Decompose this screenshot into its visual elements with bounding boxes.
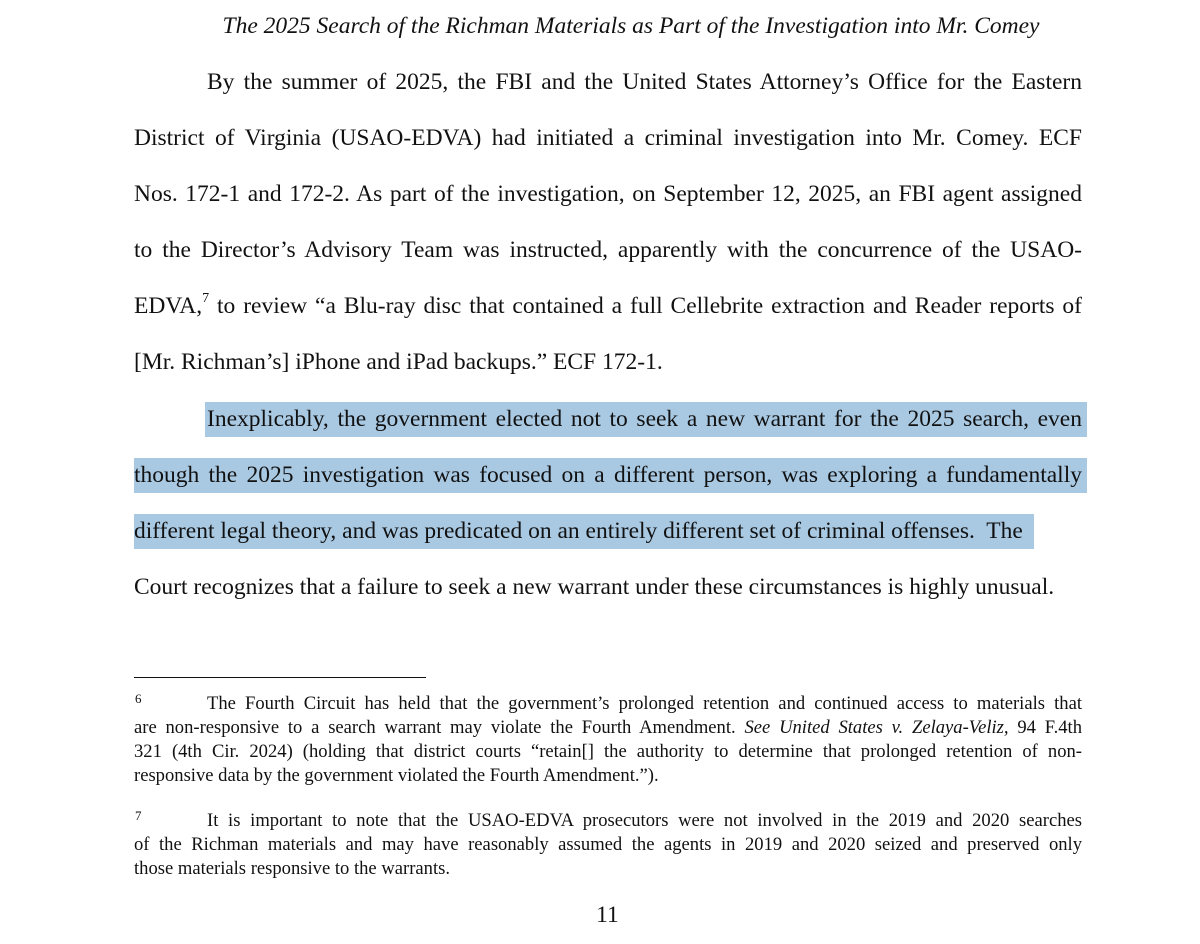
paragraph-2-line-3-tail: The <box>974 518 1023 544</box>
footnote-6-line-3: 321 (4th Cir. 2024) (holding that district courts “retain[] the authority to determine that prolonged retention of non- <box>134 741 1082 762</box>
paragraph-1-line-2: District of Virginia (USAO-EDVA) had initiated a criminal investigation into Mr. Comey. ECF <box>134 125 1082 151</box>
paragraph-2-line-3 <box>134 514 1023 548</box>
section-heading: The 2025 Search of the Richman Materials as Part of the Investigation into Mr. Comey <box>222 13 1040 39</box>
footnote-7-number: 7 <box>135 808 142 823</box>
footnote-7-line-1: It is important to note that the USAO-EDVA prosecutors were not involved in the 2019 and 2020 searches <box>207 810 1082 831</box>
paragraph-2-line-4: Court recognizes that a failure to seek a new warrant under these circumstances is highly unusual. <box>134 574 1055 600</box>
page-number: 11 <box>596 902 619 928</box>
paragraph-1-line-3: Nos. 172-1 and 172-2. As part of the investigation, on September 12, 2025, an FBI agent assigned <box>134 181 1082 207</box>
footnote-6-line-2 <box>134 716 1082 740</box>
paragraph-1-line-5-end: to review “a Blu-ray disc that contained a full Cellebrite extraction and Reader reports of <box>209 293 1082 319</box>
paragraph-1-line-5-start: EDVA, <box>134 293 203 319</box>
footnote-6-line-4: responsive data by the government violated the Fourth Amendment.”). <box>134 765 659 786</box>
paragraph-2-line-1[interactable]: Inexplicably, the government elected not to seek a new warrant for the 2025 search, even <box>207 406 1082 432</box>
footnote-7-line-2: of the Richman materials and may have reasonably assumed the agents in 2019 and 2020 seized and preserved only <box>134 834 1082 855</box>
footnote-6-number: 6 <box>135 691 142 706</box>
case-citation: See United States v. Zelaya-Veliz, <box>744 717 1009 738</box>
footnote-separator <box>134 677 426 678</box>
footnote-6-line-1: The Fourth Circuit has held that the government’s prolonged retention and continued access to materials that <box>207 693 1082 714</box>
paragraph-1-line-4: to the Director’s Advisory Team was instructed, apparently with the concurrence of the USAO- <box>134 237 1082 263</box>
paragraph-1-line-6: [Mr. Richman’s] iPhone and iPad backups.” ECF 172-1. <box>134 349 663 375</box>
footnote-6-line-2-end: 94 F.4th <box>1008 717 1082 738</box>
paragraph-1-line-1: By the summer of 2025, the FBI and the United States Attorney’s Office for the Eastern <box>207 69 1082 95</box>
footnote-6-line-2-start: are non-responsive to a search warrant may violate the Fourth Amendment. <box>134 717 745 738</box>
paragraph-2-line-3-highlighted[interactable]: different legal theory, and was predicated on an entirely different set of criminal offenses. <box>134 518 975 544</box>
paragraph-1-line-5 <box>134 289 1082 323</box>
footnote-7-line-3: those materials responsive to the warrants. <box>134 858 451 879</box>
paragraph-2-line-2[interactable]: though the 2025 investigation was focused on a different person, was exploring a fundamentally <box>134 462 1082 488</box>
footnote-ref-7[interactable]: 7 <box>202 291 210 306</box>
